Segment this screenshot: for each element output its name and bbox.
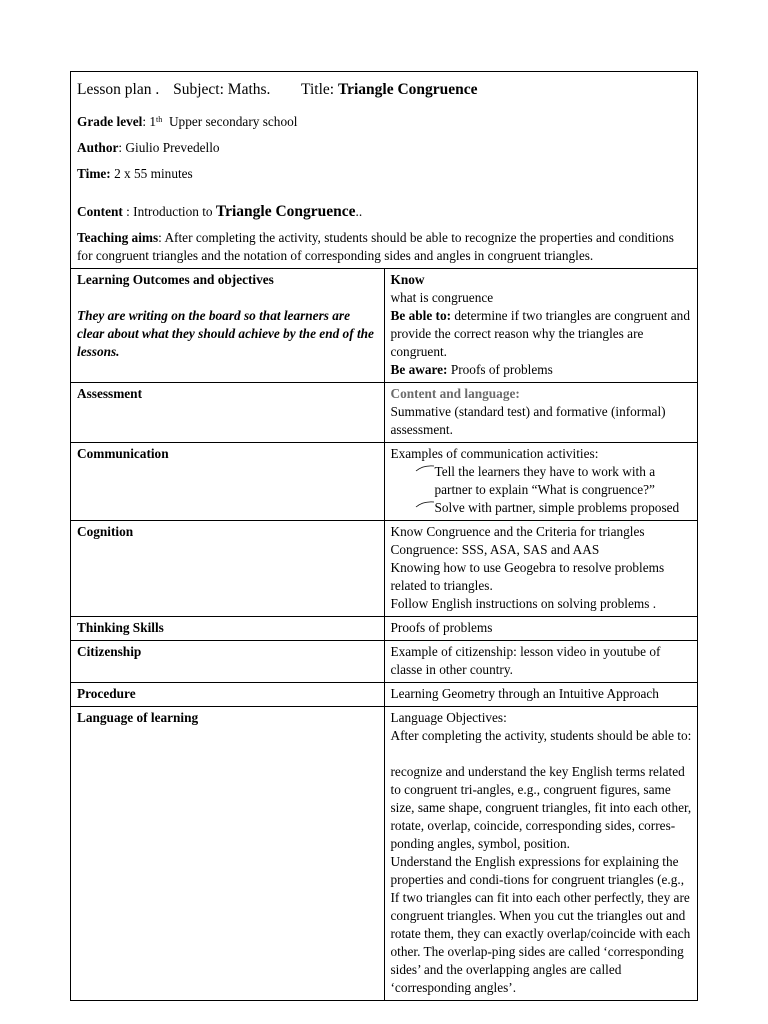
content-label: Content bbox=[77, 204, 123, 219]
subject-value: Maths. bbox=[227, 81, 271, 98]
communication-row bbox=[71, 443, 698, 521]
cognition-line: Knowing how to use Geogebra to resolve problems related to triangles. bbox=[390, 560, 665, 593]
curve-bullet-icon bbox=[415, 500, 435, 508]
time-label: Time: bbox=[77, 166, 111, 181]
teaching-aims bbox=[77, 229, 692, 265]
communication-item bbox=[391, 463, 693, 499]
curve-bullet-icon bbox=[415, 464, 435, 472]
assessment-sub-label: Content and language: bbox=[390, 386, 520, 401]
cognition-label: Cognition bbox=[71, 521, 385, 617]
know-label: Know bbox=[390, 272, 425, 287]
able-text: determine if two triangles are congruent and provide the correct reason why the triangles are congruent. bbox=[390, 308, 690, 359]
header-cell bbox=[71, 72, 698, 269]
time-line bbox=[77, 165, 692, 183]
thinking-skills-label: Thinking Skills bbox=[71, 617, 385, 641]
assessment-content bbox=[384, 383, 698, 443]
communication-content bbox=[384, 443, 698, 521]
content-prefix: : Introduction to bbox=[126, 204, 213, 219]
citizenship-label: Citizenship bbox=[71, 641, 385, 683]
author-value: : Giulio Prevedello bbox=[118, 140, 220, 155]
language-after: After completing the activity, students should be able to: bbox=[390, 728, 692, 743]
learning-outcomes-content bbox=[384, 269, 698, 383]
aware-label: Be aware: bbox=[390, 362, 448, 377]
grade-label: Grade level bbox=[77, 114, 143, 129]
cognition-line: Know Congruence and the Criteria for triangles Congruence: SSS, ASA, SAS and AAS bbox=[390, 524, 645, 557]
aware-line bbox=[391, 361, 693, 379]
aims-label: Teaching aims bbox=[77, 230, 159, 245]
communication-item-text: Solve with partner, simple problems proposed bbox=[434, 500, 680, 515]
language-objectives: Language Objectives: bbox=[390, 710, 507, 725]
communication-label: Communication bbox=[71, 443, 385, 521]
author-label: Author bbox=[77, 140, 119, 155]
language-label: Language of learning bbox=[71, 707, 385, 1001]
procedure-row bbox=[71, 683, 698, 707]
lesson-plan-dot: . bbox=[155, 81, 160, 98]
procedure-text: Learning Geometry through an Intuitive Approach bbox=[384, 683, 698, 707]
assessment-row bbox=[71, 383, 698, 443]
learning-outcomes-row bbox=[71, 269, 698, 383]
time-value: 2 x 55 minutes bbox=[114, 166, 193, 181]
citizenship-row bbox=[71, 641, 698, 683]
procedure-label: Procedure bbox=[71, 683, 385, 707]
lesson-title-line bbox=[77, 80, 692, 100]
language-content bbox=[384, 707, 698, 1001]
author-line bbox=[77, 139, 692, 157]
able-label: Be able to: bbox=[390, 308, 452, 323]
learning-outcomes-label-cell bbox=[71, 269, 385, 383]
title-label: Title: bbox=[301, 81, 335, 98]
communication-item bbox=[391, 499, 693, 517]
cognition-line: Follow English instructions on solving problems . bbox=[390, 596, 657, 611]
language-paragraph-1: recognize and understand the key English terms related to congruent tri-angles, e.g., congruent figures, same size, same shape, congruent triangles, fit into each other, rotate, overlap, coincide, corresponding sides, corres-ponding angles, symbol, position. bbox=[390, 764, 692, 851]
assessment-label: Assessment bbox=[71, 383, 385, 443]
subject-label: Subject: bbox=[173, 81, 224, 98]
aims-text: : After completing the activity, students should be able to recognize the properties and conditions for congruent triangles and the notation of corresponding sides and angles in congruent triangles. bbox=[77, 230, 674, 263]
communication-item-text: Tell the learners they have to work with a partner to explain “What is congruence?” bbox=[434, 464, 656, 497]
learning-outcomes-note: They are writing on the board so that learners are clear about what they should achieve by the end of the lessons. bbox=[77, 308, 374, 359]
aware-text: Proofs of problems bbox=[447, 362, 553, 377]
grade-colon: : bbox=[142, 114, 147, 129]
grade-sup: th bbox=[156, 115, 163, 124]
cognition-row bbox=[71, 521, 698, 617]
language-row bbox=[71, 707, 698, 1001]
cognition-content bbox=[384, 521, 698, 617]
title-value: Triangle Congruence bbox=[337, 81, 478, 98]
content-line bbox=[77, 203, 692, 221]
thinking-skills-text: Proofs of problems bbox=[384, 617, 698, 641]
assessment-text: Summative (standard test) and formative (informal) assessment. bbox=[390, 404, 666, 437]
communication-intro: Examples of communication activities: bbox=[390, 446, 599, 461]
grade-number: 1 bbox=[149, 114, 157, 129]
content-value: Triangle Congruence bbox=[215, 203, 356, 220]
learning-outcomes-label: Learning Outcomes and objectives bbox=[77, 272, 274, 287]
thinking-skills-row bbox=[71, 617, 698, 641]
header-row bbox=[71, 72, 698, 269]
content-suffix: .. bbox=[355, 204, 363, 219]
lesson-plan-label: Lesson plan bbox=[77, 81, 152, 98]
language-paragraph-2: Understand the English expressions for explaining the properties and condi-tions for congruent triangles (e.g., If two triangles can fit into each other perfectly, they are congruent triangles. When you cut the triangles out and rotate them, they can exactly overlap/coincide with each other. The overlap-ping sides are called ‘corresponding sides’ and the overlapping angles are called ‘corresponding angles’. bbox=[390, 854, 691, 995]
know-text: what is congruence bbox=[390, 290, 494, 305]
citizenship-text: Example of citizenship: lesson video in youtube of classe in other country. bbox=[384, 641, 698, 683]
grade-value: Upper secondary school bbox=[168, 114, 298, 129]
grade-line bbox=[77, 113, 692, 131]
able-line bbox=[391, 307, 693, 361]
lesson-plan-table bbox=[70, 71, 698, 1001]
